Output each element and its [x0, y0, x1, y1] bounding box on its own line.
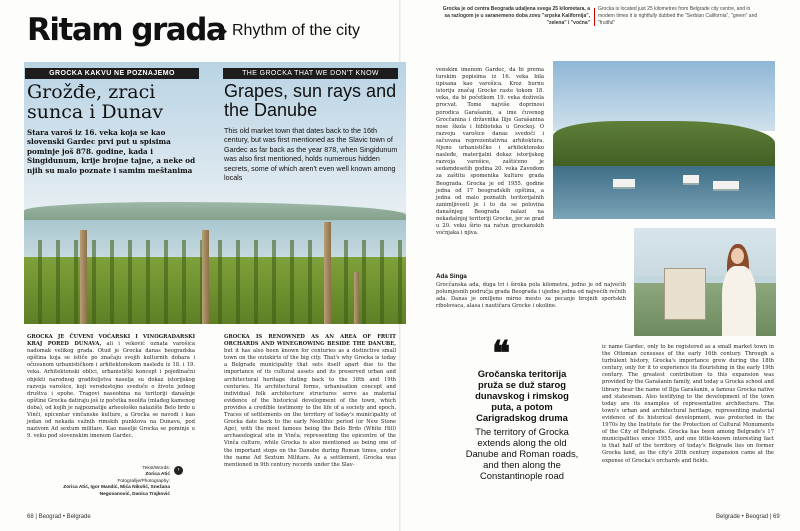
painter-woman-photo [634, 228, 776, 336]
kicker-label-sr: GROCKA KAKVU NE POZNAJEMO [25, 68, 199, 79]
end-mark-icon: › [174, 466, 183, 475]
arrow-right-icon [215, 25, 228, 38]
body-text-en: but it has also been known for centuries as a distinctive small town on the outskirts of the big city. That's why Grocka is today a Belgrade municipality that sets itself apart due to the importance of its cultural assets and its preserved urban and architectural heritage dating back to the 18th and 19th centuries. Its architectural forms, urbanisation concept and individual folk architecture structures serve as material evidence of the historical development of the town, which provides a credible testimony to the life of a society and epoch. Traces of settlements on the territory of today's municipality of Grocka date back to the early Neolithic period (or New Stone Age), with the most famous being the Belo Brdo (White Hill) archaeological site in Vinča, representing the epicentre of the Vinča culture, while Grocka is also mentioned as being one of the important stops on the Danube during Roman times, under the name Ad Sextum Militare. As a settlement, Grocka was mentioned in 9th century records under the Slav- [224, 348, 396, 468]
credits-text-label: Tekst/Words: [142, 466, 170, 471]
body-column-sr-2: venskim imenom Gardec, da bi prema turskim popisima iz 16. veka bila upisana kao varošica. Kroz burnu istoriju značaj Grocke raste tokom 18. veka, da bi početkom 19. veka doživela procvat. Tome najviše doprinosi porodica Garašanin, a ime čuvenog Grocčanina i državnika Ilije Garašanina nose škola i biblioteka u Grockoj. O razvoju varošice danas svedoči i sačuvana reprezentativna arhitektura. Njeno urbanističko i arhitektonsko nasleđe, materijalni dokaz istorijskog razvoja varošice, zaštićeno je sedamdesetih godina 20. veka Zavodom za zaštitu spomenika kulture grada Beograda. Grocka je od 1955. godine jedna od 17 beogradskih opština, a jedna od malo poznatih teritorijalnih zanimljivosti je i to da se polovina današnjeg Beograda nalazi na nekadašnjoj teritoriji Grocke, jer se grad u 20. veku širio na račun grockanskih voćnjaka i njiva. [436, 67, 544, 237]
kicker-label-en: THE GROCKA THAT WE DON'T KNOW [223, 68, 398, 79]
deck-sr: Stara varoš iz 16. veka koja se kao slovenski Gardec prvi put u spisima pominje još 878. godine, kada i Singidunum, krije brojne tajne, a neke od njih su malo poznate i samim meštanima [27, 128, 196, 175]
intro-lead-en: Grocka is located just 25 kilometres from Belgrade city centre, and in modern times it is rightfully dubbed the "Serbian California", "green" and "fruitful" [598, 6, 758, 26]
pull-quote-en: The territory of Grocka extends along the old Danube and Roman roads, and then along the Constantinople road [465, 426, 579, 481]
intro-divider [594, 8, 595, 26]
intro-lead-sr: Grocka je od centra Beograda udaljena svega 25 kilometara, a sa razlogom je u saranemeno doba zovu "srpska Kalifornija", "zelena" i "voćna" [442, 6, 590, 26]
body-lead-sr: GROCKA JE ČUVENI VOĆARSKI I VINOGRADARSKI KRAJ PORED DUNAVA, [27, 334, 195, 348]
credits-photo-label: Fotografije/Photography: [117, 478, 170, 484]
body-text-sr: ali i veković oznata varošica nadomak velikog grada. Otud je Grocka danas beogradska opština koja se ističe po značaju svojih kulturnih dobara i očuvanom urbanističkom i arhitektonskom nasleđu iz 18. i 19. veka. Arhitektonski oblici, urbanistički koncept i pojedinačni objekti narodnog graditeljstva naselja su dokaz istorijskog razvoja varošice, koji verodostojno svedoče o životu jednog društva i epohe. Tragovi naseobina na teritoriji današnje opštine Grocka datiraju još iz početka neolita (mlađeg kamenog doba), od kojih je najpoznatije arheološko nalazište Belo brdo u Vinči, epicentar vinčanske kulture, a Grocka se navodi i kao jedan od nekada važnih rimskih punktova na Dunavu, pod nazivom Ad sextum militare. Kao naselje Grocka se pominje u 9. veku pod slovenskim imenom Gardec. [27, 341, 195, 440]
headline-sr: Grožđe, zraci sunca i Dunav [27, 81, 164, 123]
headline-en: Grapes, sun rays and the Danube [224, 81, 397, 120]
body-column-en-1 [224, 334, 396, 469]
body-column-en-2: ic name Gardec, only to be registered as a small market town in the Ottoman censuses of the early 16th century. Through a turbulent history, Grocka's importance grew during the 18th century, only for it to experience its flourishing in the early 19th century. The greatest contribution to this expansion was provided by the Garašanin family, and today a Grocka school and library bear the name of Ilija Garašanin, a famous Grocka native and statesman. Also testifying to the development of the town today are its examples of representative architecture. The town's urban and architectural heritage, representing material evidence of its historical development, was protected in the 1970s by the Institute for the Protection of Cultural Monuments of the City of Belgrade. Grocka has been among Belgrade's 17 municipalities since 1955, and one little-known interesting fact is that half of the territory of today's Belgrade lies on former Grocka land, as the city's 20th century expansion came at the expense of Grocka's orchards and fields. [602, 344, 774, 464]
deck-en: This old market town that dates back to the 16th century, but was first mentioned as the Slavic town of Gardec as far back as the year 878, when Singidunum was also first mentioned, holds numerous hidden secrets, some of which aren't even well known among locals [224, 126, 398, 183]
caption-text: Grocčanska ada, duga tri i široka pola kilometra, jedno je od najvećih polumjesnih područja grada Beograda i ujedno jedna od najvećih rečnih ada. Danas je omiljeno mirno mesto za pecanje brojnih sportskih ribolovaca, alasa i nautičara Grocke i okoline. [436, 282, 626, 310]
credits-photo-authors: Zorica Atić, Igor Mandić, Mića Nikolić, Snežana Negovanović, Danica Trajković [63, 485, 170, 497]
folio-left: 68 | Beograd • Belgrade [27, 514, 91, 520]
folio-right: Belgrade • Beograd | 69 [716, 514, 780, 520]
river-boats-photo [553, 61, 775, 219]
body-column-sr-1 [27, 334, 195, 440]
pull-quote-sr: Gročanska teritorija pruža se duž starog dunavskog i rimskog puta, a potom Carigradskog druma [475, 368, 569, 423]
caption-title: Ada Singa [436, 273, 467, 280]
section-title: Ritam grada [27, 12, 226, 48]
credits [60, 466, 170, 498]
section-subtitle: Rhythm of the city [232, 22, 361, 39]
credits-text-author: Zorica Atić [145, 472, 170, 478]
body-lead-en: GROCKA IS RENOWNED AS AN AREA OF FRUIT ORCHARDS AND WINEGROWING BESIDE THE DANUBE, [224, 334, 396, 348]
quote-mark-icon: ❝ [492, 334, 511, 374]
